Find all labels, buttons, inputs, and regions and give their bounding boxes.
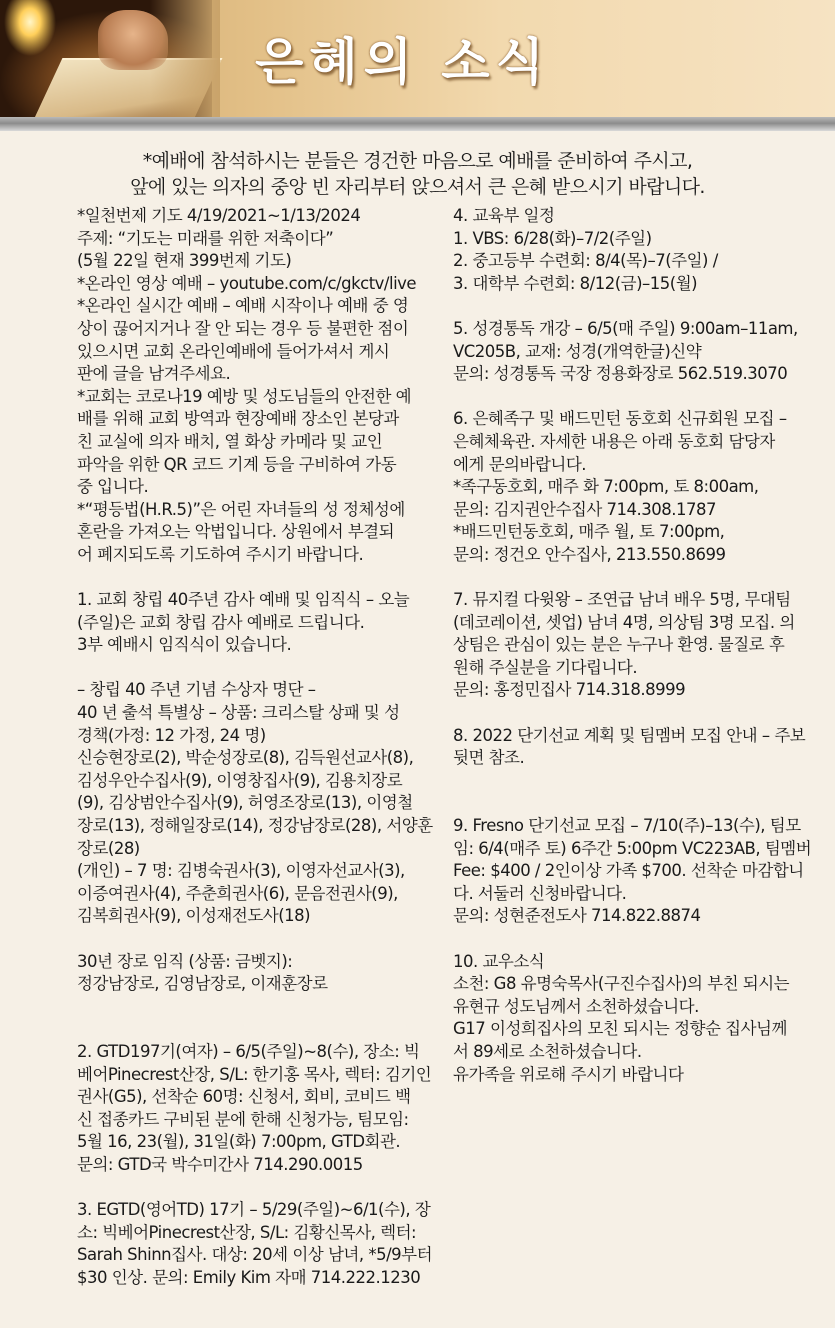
praying-hands-bible-photo — [0, 0, 212, 117]
news-line: (9), 김상범안수집사(9), 허영조장로(13), 이영철 — [77, 793, 413, 813]
blank-line — [77, 1018, 447, 1041]
blank-line — [77, 996, 447, 1019]
news-line: 정강남장로, 김영남장로, 이재훈장로 — [77, 974, 328, 994]
news-line: *족구동호회, 매주 화 7:00pm, 토 8:00am, — [453, 477, 759, 497]
news-line: 8. 2022 단기선교 계획 및 팀멤버 모집 안내 – 주보 — [453, 725, 806, 745]
news-line: – 창립 40 주년 기념 수상자 명단 – — [77, 680, 316, 700]
news-line: 장로(28) — [77, 838, 140, 858]
news-line: 유가족을 위로해 주시기 바랍니다 — [453, 1064, 684, 1084]
blank-line — [453, 567, 823, 590]
blank-line — [453, 295, 823, 318]
news-line: 김복희권사(9), 이성재전도사(18) — [77, 906, 311, 926]
news-line: 4. 교육부 일정 — [453, 206, 555, 225]
blank-line — [77, 657, 447, 680]
blank-line — [453, 770, 823, 793]
news-line: 문의: 홍정민집사 714.318.8999 — [453, 680, 686, 700]
news-line: 1. VBS: 6/28(화)–7/2(주일) — [453, 228, 652, 248]
news-line: 문의: 김지권안수집사 714.308.1787 — [453, 499, 716, 519]
news-line: 어 폐지되도록 기도하여 주시기 바랍니다. — [77, 544, 364, 564]
news-line: 문의: 성현준전도사 714.822.8874 — [453, 906, 701, 926]
news-line: 있으시면 교회 온라인예배에 들어가셔서 게시 — [77, 341, 390, 361]
intro-line: 앞에 있는 의자의 중앙 빈 자리부터 앉으셔서 큰 은혜 받으시기 바랍니다. — [130, 176, 705, 198]
news-line: (5월 22일 현재 399번제 기도) — [77, 251, 292, 271]
news-line: 상이 끊어지거나 잘 안 되는 경우 등 불편한 점이 — [77, 318, 409, 338]
news-line: 문의: 성경통독 국장 정용화장로 562.519.3070 — [453, 364, 788, 384]
news-line: 판에 글을 남겨주세요. — [77, 364, 231, 384]
news-line: 10. 교우소식 — [453, 951, 545, 971]
page-title: 은혜의 소식 — [255, 33, 550, 91]
news-line: 문의: 정건오 안수집사, 213.550.8699 — [453, 544, 726, 564]
news-line: VC205B, 교재: 성경(개역한글)신약 — [453, 341, 702, 361]
news-line: 은혜체육관. 자세한 내용은 아래 동호회 담당자 — [453, 431, 775, 451]
news-line: 파악을 위한 QR 코드 기계 등을 구비하여 가동 — [77, 454, 397, 474]
left-news-column — [77, 205, 447, 1290]
news-line: 이증여권사(4), 주춘희권사(6), 문음전권사(9), — [77, 883, 398, 903]
news-line: 임: 6/4(매주 토) 6주간 5:00pm VC223AB, 팀멤버 — [453, 838, 812, 858]
news-line: 5월 16, 23(월), 31일(화) 7:00pm, GTD회관. — [77, 1132, 401, 1152]
blank-line — [453, 702, 823, 725]
news-line: 1. 교회 창립 40주년 감사 예배 및 임직식 – 오늘 — [77, 590, 410, 610]
news-line: Fee: $400 / 2인이상 가족 $700. 선착순 마감합니 — [453, 861, 804, 881]
news-line: 3. 대학부 수련회: 8/12(금)–15(월) — [453, 273, 698, 293]
news-line: 3부 예배시 임직식이 있습니다. — [77, 635, 292, 655]
news-line: $30 인상. 문의: Emily Kim 자매 714.222.1230 — [77, 1267, 421, 1287]
news-line: 주제: “기도는 미래를 위한 저축이다” — [77, 228, 334, 248]
news-line: 5. 성경통독 개강 – 6/5(매 주일) 9:00am–11am, — [453, 318, 798, 338]
blank-line — [77, 1177, 447, 1200]
news-line: G17 이성희집사의 모친 되시는 정향순 집사님께 — [453, 1019, 787, 1039]
news-line: 중 입니다. — [77, 477, 149, 497]
news-line: (주일)은 교회 창립 감사 예배로 드립니다. — [77, 612, 365, 632]
news-line: 장로(13), 정해일장로(14), 정강남장로(28), 서양훈 — [77, 816, 433, 836]
photo-fade-edge — [150, 0, 220, 117]
news-line: (데코레이션, 셋업) 남녀 4명, 의상팀 3명 모집. 의 — [453, 612, 795, 632]
news-line: 상팀은 관심이 있는 분은 누구나 환영. 물질로 후 — [453, 635, 785, 655]
news-line: 소천: G8 유명숙목사(구진수집사)의 부친 되시는 — [453, 974, 790, 994]
news-line: 권사(G5), 선착순 60명: 신청서, 회비, 코비드 백 — [77, 1087, 411, 1107]
news-line: 배를 위해 교회 방역과 현장예배 장소인 본당과 — [77, 409, 399, 429]
intro-notice — [0, 148, 835, 200]
blank-line — [77, 567, 447, 590]
news-line: 신 접종카드 구비된 분에 한해 신청가능, 팀모임: — [77, 1109, 409, 1129]
news-line: 베어Pinecrest산장, S/L: 한기홍 목사, 렉터: 김기인 — [77, 1064, 432, 1084]
news-line: 40 년 출석 특별상 – 상품: 크리스탈 상패 및 성 — [77, 703, 400, 723]
news-line: 혼란을 가져오는 악법입니다. 상원에서 부결되 — [77, 522, 395, 542]
news-line: 김성우안수집사(9), 이영창집사(9), 김용치장로 — [77, 770, 403, 790]
news-line: *교회는 코로나19 예방 및 성도님들의 안전한 예 — [77, 386, 412, 406]
news-line: *온라인 실시간 예배 – 예배 시작이나 예배 중 영 — [77, 296, 409, 316]
news-line: *“평등법(H.R.5)”은 어린 자녀들의 성 정체성에 — [77, 499, 405, 519]
news-line: 소: 빅베어Pinecrest산장, S/L: 김황신목사, 렉터: — [77, 1222, 417, 1242]
header-divider-bar — [0, 117, 835, 131]
blank-line — [453, 386, 823, 409]
news-line: 9. Fresno 단기선교 모집 – 7/10(주)–13(수), 팀모 — [453, 816, 801, 836]
news-line: 문의: GTD국 박수미간사 714.290.0015 — [77, 1154, 363, 1174]
right-news-column — [453, 205, 823, 1086]
news-line: 서 89세로 소천하셨습니다. — [453, 1041, 642, 1061]
news-line: 유현규 성도님께서 소천하셨습니다. — [453, 996, 699, 1016]
blank-line — [453, 792, 823, 815]
blank-line — [453, 928, 823, 951]
news-line: *일천번제 기도 4/19/2021~1/13/2024 — [77, 206, 361, 225]
news-line: Sarah Shinn집사. 대상: 20세 이상 남녀, *5/9부터 — [77, 1245, 433, 1265]
news-line: 2. GTD197기(여자) – 6/5(주일)~8(수), 장소: 빅 — [77, 1041, 420, 1061]
news-line: 다. 서둘러 신청바랍니다. — [453, 883, 627, 903]
intro-line: *예배에 참석하시는 분들은 경건한 마음으로 예배를 준비하여 주시고, — [142, 150, 693, 172]
news-line: 친 교실에 의자 배치, 열 화상 카메라 및 교인 — [77, 431, 383, 451]
news-line: *배드민턴동호회, 매주 월, 토 7:00pm, — [453, 522, 725, 542]
news-line: 신승현장로(2), 박순성장로(8), 김득원선교사(8), — [77, 748, 414, 768]
news-line: 뒷면 참조. — [453, 748, 525, 768]
news-line: *온라인 영상 예배 – youtube.com/c/gkctv/live — [77, 273, 417, 293]
header-banner — [0, 0, 835, 117]
news-line: 경책(가정: 12 가정, 24 명) — [77, 725, 266, 745]
news-line: (개인) – 7 명: 김병숙권사(3), 이영자선교사(3), — [77, 861, 405, 881]
news-line: 7. 뮤지컬 다윗왕 – 조연급 남녀 배우 5명, 무대팀 — [453, 590, 791, 610]
news-line: 2. 중고등부 수련회: 8/4(목)–7(주일) / — [453, 251, 718, 271]
news-line: 3. EGTD(영어TD) 17기 – 5/29(주일)~6/1(수), 장 — [77, 1200, 431, 1220]
news-line: 원해 주실분을 기다립니다. — [453, 657, 638, 677]
news-line: 에게 문의바랍니다. — [453, 454, 587, 474]
news-line: 30년 장로 임직 (상품: 금벳지): — [77, 951, 293, 971]
blank-line — [77, 928, 447, 951]
news-line: 6. 은혜족구 및 배드민턴 동호회 신규회원 모집 – — [453, 409, 787, 429]
